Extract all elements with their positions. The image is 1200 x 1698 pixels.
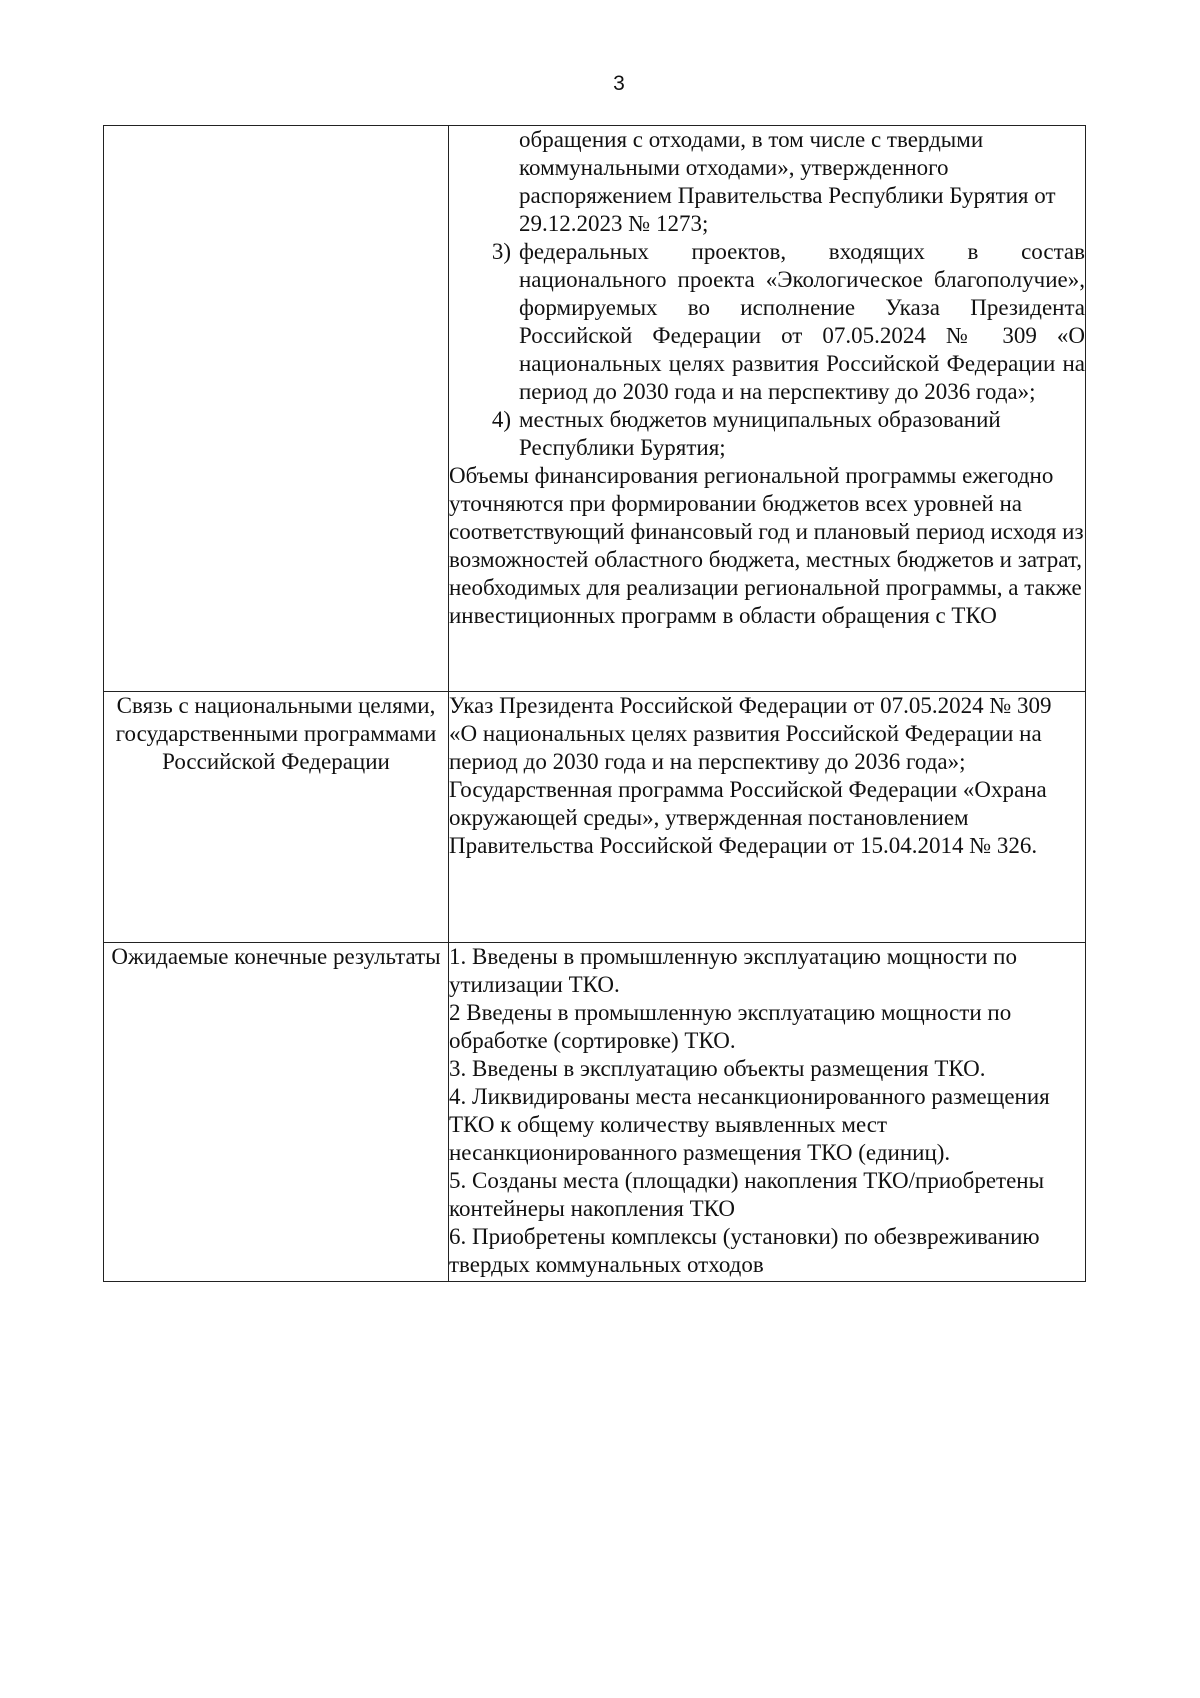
result-item: 5. Созданы места (площадки) накопления ТКО/приобретены контейнеры накопления ТКО (449, 1168, 1045, 1221)
list-number: 4) (491, 407, 511, 432)
passport-table (103, 125, 1086, 1282)
financing-paragraph: Объемы финансирования региональной программы ежегодно уточняются при формировании бюджетов всех уровней на соответствующий финансовый год и плановый период исходя из возможностей областного бюджета, местных бюджетов и затрат, необходимых для реализации региональной программы, а также инвестиционных программ в области обращения с ТКО (449, 463, 1084, 628)
row-content (449, 126, 1086, 692)
result-item: 3. Введены в эксплуатацию объекты размещения ТКО. (449, 1056, 986, 1081)
list-item (449, 406, 1085, 462)
list-item-continuation (449, 126, 1085, 238)
row-content (449, 692, 1086, 943)
result-item: 1. Введены в промышленную эксплуатацию мощности по утилизации ТКО. (449, 944, 1017, 997)
result-item: 4. Ликвидированы места несанкционированного размещения ТКО к общему количеству выявленных мест несанкционированного размещения ТКО (единиц). (449, 1084, 1050, 1165)
list-number: 3) (491, 239, 511, 264)
list-item-text: обращения с отходами, в том числе с твердыми коммунальными отходами», утвержденного распоряжением Правительства Республики Бурятия от 29.12.2023 № 1273; (519, 127, 1056, 236)
page-number: 3 (613, 72, 625, 95)
table-row (104, 692, 1086, 943)
table-row (104, 943, 1086, 1282)
row-content (449, 943, 1086, 1282)
list-item (449, 238, 1085, 406)
content-paragraph: Государственная программа Российской Федерации «Охрана окружающей среды», утвержденная постановлением Правительства Российской Федерации от 15.04.2014 № 326. (449, 777, 1047, 858)
table-row (104, 126, 1086, 692)
row-label: Ожидаемые конечные результаты (104, 943, 449, 1282)
list-item-text: федеральных проектов, входящих в состав национального проекта «Экологическое благополучие», формируемых во исполнение Указа Президента Российской Федерации от 07.05.2024 № 309 «О национальных целях развития Российской Федерации на период до 2030 года и на перспективу до 2036 года»; (519, 239, 1085, 404)
content-paragraph: Указ Президента Российской Федерации от 07.05.2024 № 309 «О национальных целях развития Российской Федерации на период до 2030 года и на перспективу до 2036 года»; (449, 693, 1052, 774)
row-label: Связь с национальными целями, государственными программами Российской Федерации (104, 692, 449, 943)
result-item: 6. Приобретены комплексы (установки) по обезвреживанию твердых коммунальных отходов (449, 1224, 1040, 1277)
result-item: 2 Введены в промышленную эксплуатацию мощности по обработке (сортировке) ТКО. (449, 1000, 1012, 1053)
list-item-text: местных бюджетов муниципальных образований Республики Бурятия; (519, 407, 1001, 460)
row-label (104, 126, 449, 692)
